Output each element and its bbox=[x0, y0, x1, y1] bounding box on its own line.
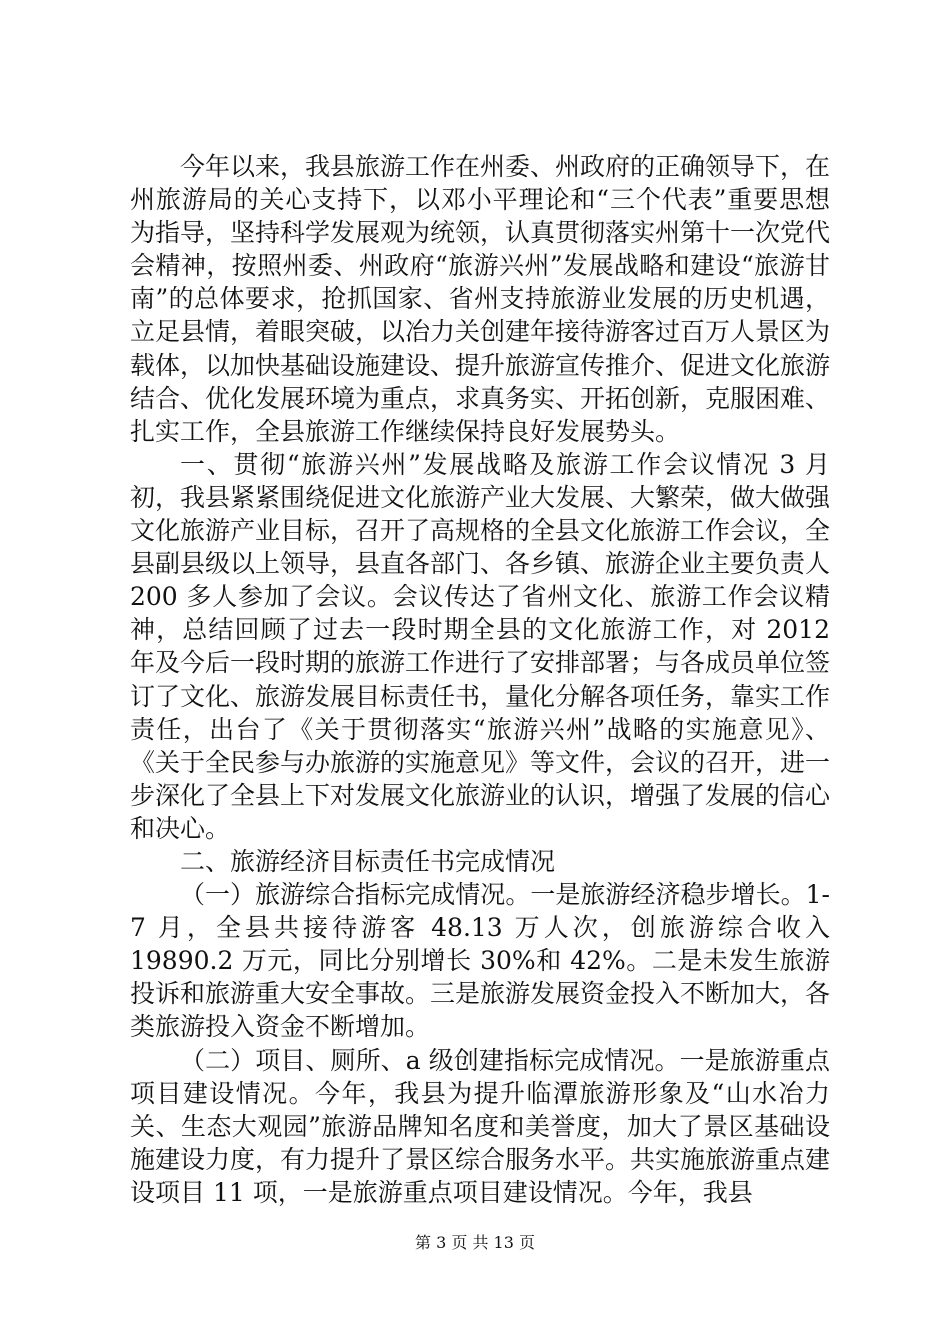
document-body bbox=[130, 150, 830, 1209]
paragraph-subsection-two: （二）项目、厕所、a 级创建指标完成情况。一是旅游重点项目建设情况。今年，我县为提升临潭旅游形象及“山水冶力关、生态大观园”旅游品牌知名度和美誉度，加大了景区基础设施建设力度，有力提升了景区综合服务水平。共实施旅游重点建设项目 11 项，一是旅游重点项目建设情况。今年，我县 bbox=[130, 1045, 831, 1207]
page-number-label: 第 3 页 共 13 页 bbox=[415, 1233, 535, 1252]
page-footer bbox=[0, 1230, 950, 1253]
paragraph-intro: 今年以来，我县旅游工作在州委、州政府的正确领导下，在州旅游局的关心支持下，以邓小平理论和“三个代表”重要思想为指导，坚持科学发展观为统领，认真贯彻落实州第十一次党代会精神，按照州委、州政府“旅游兴州”发展战略和建设“旅游甘南”的总体要求，抢抓国家、省州支持旅游业发展的历史机遇，立足县情，着眼突破，以冶力关创建年接待游客过百万人景区为载体，以加快基础设施建设、提升旅游宣传推介、促进文化旅游结合、优化发展环境为重点，求真务实、开拓创新，克服困难、扎实工作，全县旅游工作继续保持良好发展势头。 bbox=[130, 152, 831, 446]
paragraph-section-one: 一、贯彻“旅游兴州”发展战略及旅游工作会议情况 3 月初，我县紧紧围绕促进文化旅游产业大发展、大繁荣，做大做强文化旅游产业目标，召开了高规格的全县文化旅游工作会议，全县副县级以上领导，县直各部门、各乡镇、旅游企业主要负责人 200 多人参加了会议。会议传达了省州文化、旅游工作会议精神，总结回顾了过去一段时期全县的文化旅游工作，对 2012 年及今后一段时期的旅游工作进行了安排部署；与各成员单位签订了文化、旅游发展目标责任书，量化分解各项任务，靠实工作责任，出台了《关于贯彻落实“旅游兴州”战略的实施意见》、《关于全民参与办旅游的实施意见》等文件，会议的召开，进一步深化了全县上下对发展文化旅游业的认识，增强了发展的信心和决心。 bbox=[130, 449, 831, 843]
section-heading-two: 二、旅游经济目标责任书完成情况 bbox=[180, 846, 556, 876]
paragraph-subsection-one: （一）旅游综合指标完成情况。一是旅游经济稳步增长。1-7 月，全县共接待游客 48.13 万人次，创旅游综合收入 19890.2 万元，同比分别增长 30%和 42%。二是未发生旅游投诉和旅游重大安全事故。三是旅游发展资金投入不断加大，各类旅游投入资金不断增加。 bbox=[130, 880, 831, 1042]
